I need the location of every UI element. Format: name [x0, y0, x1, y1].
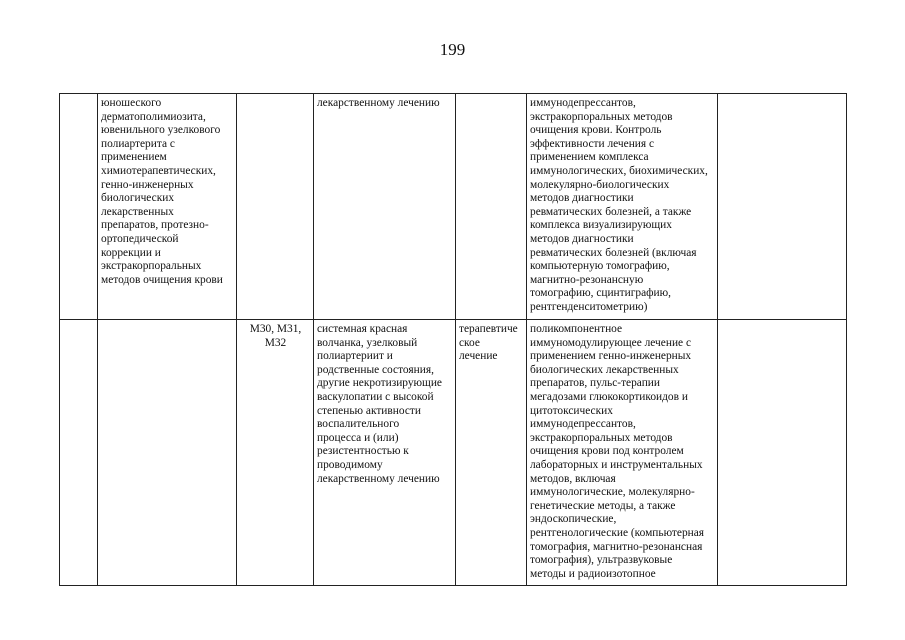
treatment-type-cell: терапевтиче ское лечение — [456, 320, 527, 586]
row-number-cell — [60, 94, 98, 320]
patient-model-cell: системная красная волчанка, узелковый полиартериит и родственные состояния, другие некротизирующие васкулопатии с высокой степенью активности воспалительного процесса и (или) резистентностью к проводимому лекарственному лечению — [314, 320, 456, 586]
treatment-method-cell: иммунодепрессантов, экстракорпоральных методов очищения крови. Контроль эффективности лечения с применением комплекса иммунологических, биохимических, молекулярно-биологических методов диагностики ревматических болезней, а также комплекса визуализирующих методов диагностики ревматических болезней (включая компьютерную томографию, магнитно-резонансную томографию, сцинтиграфию, рентгенденситометрию) — [527, 94, 718, 320]
care-type-cell: юношеского дерматополимиозита, ювенильного узелкового полиартерита с применением химиотерапевтических, генно-инженерных биологических лекарственных препаратов, протезно- ортопедической коррекции и экстракорпоральных методов очищения крови — [98, 94, 237, 320]
care-type-cell — [98, 320, 237, 586]
patient-model-cell: лекарственному лечению — [314, 94, 456, 320]
icd-code-cell: M30, M31, M32 — [237, 320, 314, 586]
treatment-type-cell — [456, 94, 527, 320]
table-row — [60, 94, 847, 320]
cost-cell — [718, 94, 847, 320]
treatment-method-cell: поликомпонентное иммуномодулирующее лечение с применением генно-инженерных биологических лекарственных препаратов, пульс-терапии мегадозами глюкокортикоидов и цитотоксических иммунодепрессантов, экстракорпоральных методов очищения крови под контролем лабораторных и инструментальных методов, включая иммунологические, молекулярно- генетические методы, а также эндоскопические, рентгенологические (компьютерная томография, магнитно-резонансная томография), ультразвуковые методы и радиоизотопное — [527, 320, 718, 586]
icd-code-cell — [237, 94, 314, 320]
medical-care-table — [59, 93, 847, 586]
row-number-cell — [60, 320, 98, 586]
page-number: 199 — [439, 40, 466, 59]
cost-cell — [718, 320, 847, 586]
table-row — [60, 320, 847, 586]
